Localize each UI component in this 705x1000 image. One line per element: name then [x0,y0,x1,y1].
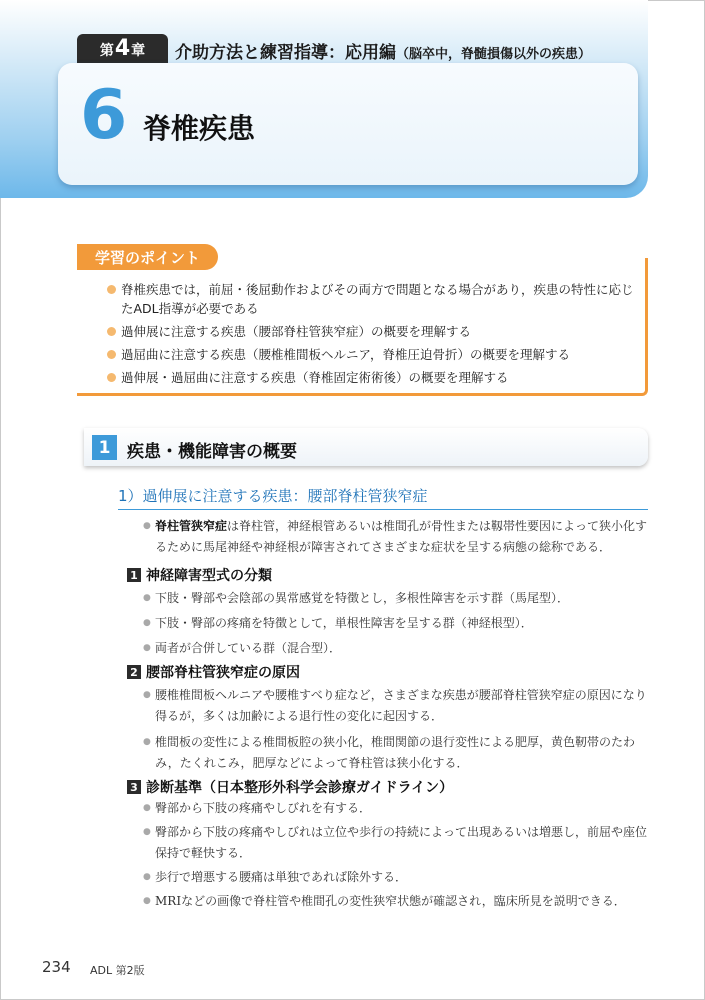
bullet-item: ● 下肢・臀部の疼痛を特徴として，単根性障害を呈する群（神経根型）． [143,613,648,634]
bullet-item: ● 臀部から下肢の疼痛やしびれは立位や歩行の持続によって出現あるいは増悪し，前屈や座位保持で軽快する． [143,822,648,864]
chapter-suffix: 章 [131,43,146,59]
subheading-3 [127,777,453,797]
section-number: 6 [80,76,128,155]
learning-point: 脊椎疾患では，前屈・後屈動作およびその両方で問題となる場合があり，疾患の特性に応じたADL指導が必要である [107,280,645,318]
chapter-badge [77,34,168,64]
bullet-item: ● 下肢・臀部や会陰部の異常感覚を特徴とし，多根性障害を示す群（馬尾型）． [143,588,648,609]
intro-block [143,516,648,558]
subheading-2-title: 腰部脊柱管狭窄症の原因 [146,665,300,681]
subheading-3-items [143,798,648,912]
chapter-subtitle: （脳卒中，脊髄損傷以外の疾患） [396,47,592,62]
learning-point: 過伸展に注意する疾患（腰部脊柱管狭窄症）の概要を理解する [107,322,645,341]
section-heading-number: 1 [92,435,117,460]
page-title: 脊椎疾患 [143,112,256,145]
subheading-3-title: 診断基準（日本整形外科学会診療ガイドライン） [146,780,454,796]
subheading-1-number: 1 [127,568,141,582]
subheading-2 [127,662,300,682]
bullet-item: ● 臀部から下肢の疼痛やしびれを有する． [143,798,648,819]
bullet-item: ● 腰椎椎間板ヘルニアや腰椎すべり症など，さまざまな疾患が腰部脊柱管狭窄症の原因になり得るが，多くは加齢による退行性の変化に起因する． [143,685,648,727]
chapter-number: 4 [114,36,131,61]
subheading-3-number: 3 [127,780,141,794]
learning-points-box [77,258,648,396]
subsection-heading: 1）過伸展に注意する疾患：腰部脊柱管狭窄症 [118,485,648,510]
learning-points-label: 学習のポイント [77,244,218,270]
subheading-2-items [143,685,648,774]
intro-text: は脊柱管，神経根管あるいは椎間孔が骨性または靱帯性要因によって狭小化するために馬尾神経や神経根が障害されてさまざまな症状を呈する病態の総称である． [155,519,648,554]
subheading-1 [127,565,272,585]
section-heading-title: 疾患・機能障害の概要 [127,442,297,462]
subheading-1-items [143,588,648,659]
subheading-2-number: 2 [127,665,141,679]
bullet-item: ● MRIなどの画像で脊柱管や椎間孔の変性狭窄状態が確認され，臨床所見を説明できる． [143,891,648,912]
chapter-heading [175,38,591,63]
learning-point: 過伸展・過屈曲に注意する疾患（脊椎固定術術後）の概要を理解する [107,368,645,387]
learning-points-list [77,258,645,387]
bullet-item: ● 椎間板の変性による椎間板腔の狭小化，椎間関節の退行変性による肥厚，黄色靭帯のたわみ，たくれこみ，肥厚などによって脊柱管は狭小化する． [143,732,648,774]
page-number: 234 [42,958,71,976]
subheading-1-title: 神経障害型式の分類 [146,568,272,584]
learning-point: 過屈曲に注意する疾患（腰椎椎間板ヘルニア，脊椎圧迫骨折）の概要を理解する [107,345,645,364]
bullet-item: ● 両者が合併している群（混合型）． [143,638,648,659]
book-title: ADL 第2版 [90,964,145,977]
chapter-prefix: 第 [99,43,114,59]
intro-term: 脊柱管狭窄症 [155,519,228,533]
intro-paragraph [143,516,648,558]
bullet-item: ● 歩行で増悪する腰痛は単独であれば除外する． [143,867,648,888]
chapter-title: 介助方法と練習指導：応用編 [175,43,396,63]
